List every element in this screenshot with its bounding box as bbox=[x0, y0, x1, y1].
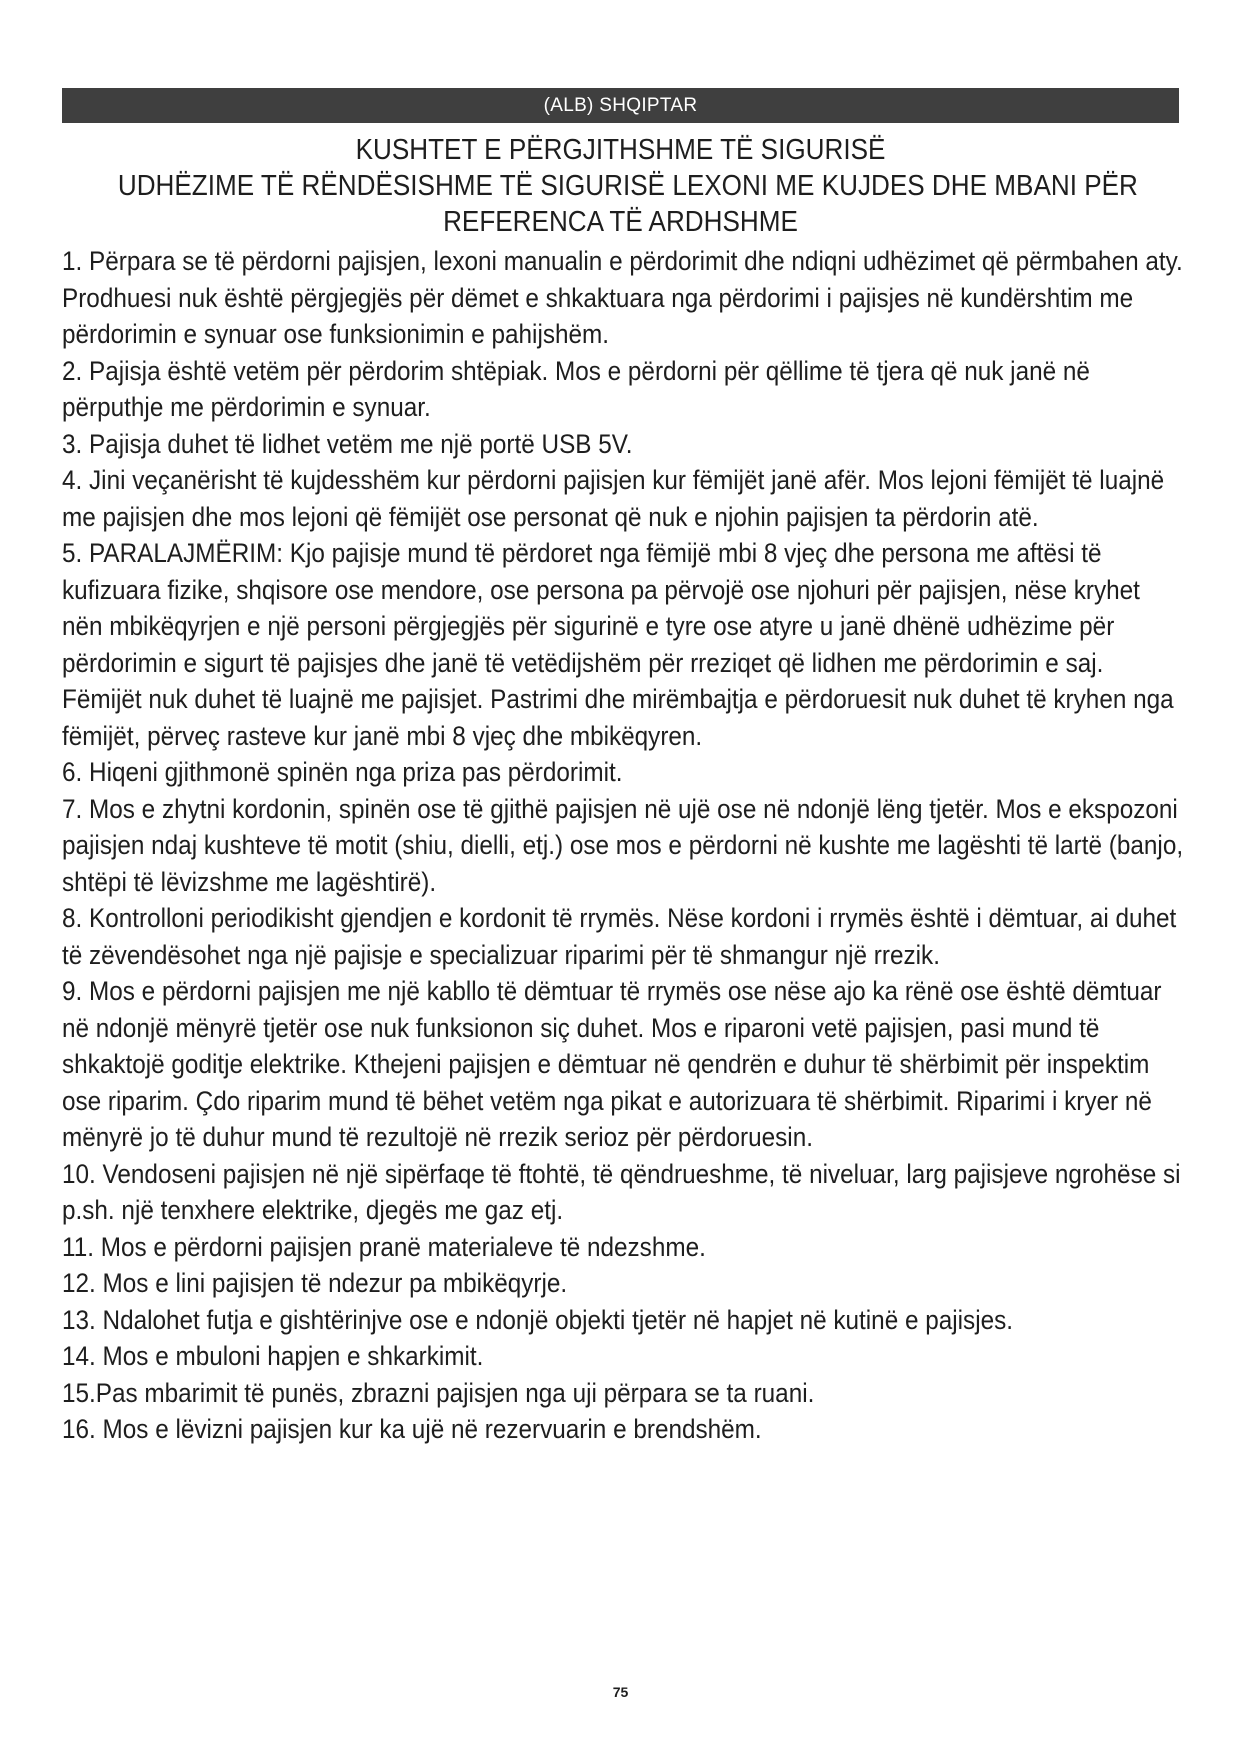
title-line: KUSHTET E PËRGJITHSHME TË SIGURISË bbox=[355, 134, 886, 166]
instruction-item: 13. Ndalohet futja e gishtërinjve ose e ndonjë objekti tjetër në hapjet në kutinë e pajisjes. bbox=[62, 1304, 1014, 1335]
instruction-item: 9. Mos e përdorni pajisjen me një kabllo të dëmtuar të rrymës ose nëse ajo ka rënë ose është dëmtuar në ndonjë mënyrë tjetër ose nuk funksionon siç duhet. Mos e riparoni vetë pajisjen, pasi mund të shkaktojë goditje elektrike. Kthejeni pajisjen e dëmtuar në qendrën e duhur të shërbimit për inspektim ose riparim. Çdo riparim mund të bëhet vetëm nga pikat e autorizuara të shërbimit. Riparimi i kryer në mënyrë jo të duhur mund të rezultojë në rrezik serioz për përdoruesin. bbox=[62, 976, 1162, 1152]
language-header-bar bbox=[62, 88, 1179, 123]
instruction-item: 14. Mos e mbuloni hapjen e shkarkimit. bbox=[62, 1341, 484, 1371]
instruction-item: 11. Mos e përdorni pajisjen pranë materialeve të ndezshme. bbox=[62, 1231, 706, 1262]
safety-instructions-list bbox=[62, 243, 1185, 1448]
instruction-item: 4. Jini veçanërisht të kujdesshëm kur përdorni pajisjen kur fëmijët janë afër. Mos lejoni fëmijët të luajnë me pajisjen dhe mos lejoni që fëmijët ose personat që nuk e njohin pajisjen ta përdorin atë. bbox=[62, 465, 1165, 532]
instruction-item: 10. Vendoseni pajisjen në një sipërfaqe të ftohtë, të qëndrueshme, të niveluar, larg pajisjeve ngrohëse si p.sh. një tenxhere elektrike, djegës me gaz etj. bbox=[62, 1158, 1181, 1225]
document-title bbox=[117, 132, 1138, 240]
title-line: REFERENCA TË ARDHSHME bbox=[443, 206, 798, 238]
instruction-item: 3. Pajisja duhet të lidhet vetëm me një portë USB 5V. bbox=[62, 428, 633, 459]
language-label: (ALB) SHQIPTAR bbox=[543, 95, 698, 116]
page-number: 75 bbox=[612, 1684, 629, 1700]
title-line: UDHËZIME TË RËNDËSISHME TË SIGURISË LEXONI ME KUJDES DHE MBANI PËR bbox=[117, 170, 1138, 202]
instruction-item: 8. Kontrolloni periodikisht gjendjen e kordonit të rrymës. Nëse kordoni i rrymës është i dëmtuar, ai duhet të zëvendësohet nga një pajisje e specializuar riparimi për të shmangur një rrezik. bbox=[62, 903, 1177, 970]
instruction-item: 6. Hiqeni gjithmonë spinën nga priza pas përdorimit. bbox=[62, 757, 623, 787]
instruction-item: 12. Mos e lini pajisjen të ndezur pa mbikëqyrje. bbox=[62, 1268, 568, 1298]
instruction-item: 7. Mos e zhytni kordonin, spinën ose të gjithë pajisjen në ujë ose në ndonjë lëng tjetër. Mos e ekspozoni pajisjen ndaj kushteve të motit (shiu, dielli, etj.) ose mos e përdorni në kushte me lagështi të lartë (banjo, shtëpi të lëvizshme me lagështirë). bbox=[62, 793, 1184, 897]
instruction-item: 5. PARALAJMËRIM: Kjo pajisje mund të përdoret nga fëmijë mbi 8 vjeç dhe persona me aftësi të kufizuara fizike, shqisore ose mendore, ose persona pa përvojë ose njohuri për pajisjen, nëse kryhet nën mbikëqyrjen e një personi përgjegjës për sigurinë e tyre ose atyre u janë dhënë udhëzime për përdorimin e sigurt të pajisjes dhe janë të vetëdijshëm për rreziqet që lidhen me përdorimin e saj. Fëmijët nuk duhet të luajnë me pajisjet. Pastrimi dhe mirëmbajtja e përdoruesit nuk duhet të kryhen nga fëmijët, përveç rasteve kur janë mbi 8 vjeç dhe mbikëqyren. bbox=[62, 538, 1174, 751]
instruction-item: 1. Përpara se të përdorni pajisjen, lexoni manualin e përdorimit dhe ndiqni udhëzimet që përmbahen aty. Prodhuesi nuk është përgjegjës për dëmet e shkaktuara nga përdorimi i pajisjes në kundërshtim me përdorimin e synuar ose funksionimin e pahijshëm. bbox=[62, 246, 1183, 349]
instruction-item: 2. Pajisja është vetëm për përdorim shtëpiak. Mos e përdorni për qëllime të tjera që nuk janë në përputhje me përdorimin e synuar. bbox=[62, 355, 1090, 422]
instruction-item: 15.Pas mbarimit të punës, zbrazni pajisjen nga uji përpara se ta ruani. bbox=[62, 1377, 815, 1408]
instruction-item: 16. Mos e lëvizni pajisjen kur ka ujë në rezervuarin e brendshëm. bbox=[62, 1414, 762, 1444]
